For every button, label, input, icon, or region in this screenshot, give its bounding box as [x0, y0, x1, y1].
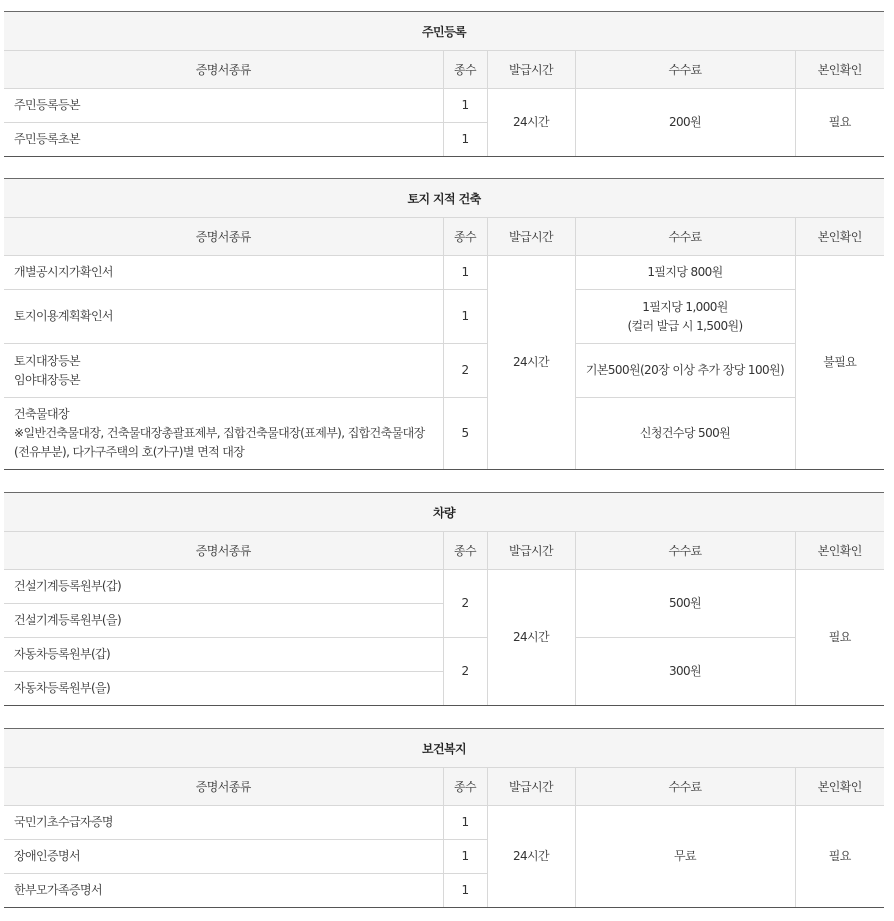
certificate-name: 장애인증명서 [4, 840, 443, 874]
certificate-name: 주민등록초본 [4, 123, 443, 157]
identity-check: 필요 [795, 806, 884, 908]
certificate-name: 건설기계등록원부(갑) [4, 570, 443, 604]
header-fee: 수수료 [575, 768, 795, 806]
fee: 무료 [575, 806, 795, 908]
certificate-count: 1 [443, 874, 487, 908]
fee: 500원 [575, 570, 795, 638]
health-welfare-table [4, 728, 884, 908]
certificate-name: 자동차등록원부(갑) [4, 638, 443, 672]
certificate-count: 1 [443, 256, 487, 290]
header-type: 증명서종류 [4, 768, 443, 806]
fee: 300원 [575, 638, 795, 706]
header-fee: 수수료 [575, 51, 795, 89]
header-identity: 본인확인 [795, 218, 884, 256]
certificate-name-line: 토지대장등본 [14, 353, 80, 368]
certificate-name [4, 398, 443, 470]
land-building-table [4, 178, 884, 470]
header-identity: 본인확인 [795, 532, 884, 570]
header-type: 증명서종류 [4, 532, 443, 570]
header-identity: 본인확인 [795, 51, 884, 89]
certificate-count: 2 [443, 570, 487, 638]
certificate-name: 자동차등록원부(을) [4, 672, 443, 706]
section-resident-registration [4, 11, 884, 157]
certificate-count: 1 [443, 290, 487, 344]
certificate-name: 개별공시지가확인서 [4, 256, 443, 290]
certificate-count: 1 [443, 89, 487, 123]
certificate-name: 주민등록등본 [4, 89, 443, 123]
fee: 1필지당 800원 [575, 256, 795, 290]
header-type: 증명서종류 [4, 218, 443, 256]
certificate-count: 2 [443, 344, 487, 398]
fee: 기본500원(20장 이상 추가 장당 100원) [575, 344, 795, 398]
header-count: 종수 [443, 532, 487, 570]
header-identity: 본인확인 [795, 768, 884, 806]
certificate-name: 토지이용계획확인서 [4, 290, 443, 344]
header-count: 종수 [443, 51, 487, 89]
certificate-count: 1 [443, 840, 487, 874]
certificate-name-line: 임야대장등본 [14, 372, 80, 387]
vehicle-table [4, 492, 884, 706]
header-time: 발급시간 [487, 768, 575, 806]
header-time: 발급시간 [487, 51, 575, 89]
identity-check: 필요 [795, 89, 884, 157]
fee: 신청건수당 500원 [575, 398, 795, 470]
issue-time: 24시간 [487, 570, 575, 706]
header-time: 발급시간 [487, 218, 575, 256]
issue-time: 24시간 [487, 256, 575, 470]
identity-check: 필요 [795, 570, 884, 706]
header-fee: 수수료 [575, 218, 795, 256]
section-land-building [4, 178, 884, 470]
issue-time: 24시간 [487, 89, 575, 157]
section-vehicle [4, 492, 884, 706]
certificate-name: 한부모가족증명서 [4, 874, 443, 908]
fee [575, 290, 795, 344]
section-title: 보건복지 [4, 729, 884, 768]
header-count: 종수 [443, 218, 487, 256]
fee-note: (컬러 발급 시 1,500원) [627, 318, 743, 333]
certificate-name: 국민기초수급자증명 [4, 806, 443, 840]
certificate-count: 1 [443, 123, 487, 157]
identity-check: 불필요 [795, 256, 884, 470]
header-type: 증명서종류 [4, 51, 443, 89]
certificate-count: 5 [443, 398, 487, 470]
certificate-name [4, 344, 443, 398]
section-title: 차량 [4, 493, 884, 532]
section-health-welfare [4, 728, 884, 908]
section-title: 토지 지적 건축 [4, 179, 884, 218]
resident-registration-table [4, 11, 884, 157]
certificate-name: 건설기계등록원부(을) [4, 604, 443, 638]
certificate-count: 1 [443, 806, 487, 840]
header-count: 종수 [443, 768, 487, 806]
header-fee: 수수료 [575, 532, 795, 570]
issue-time: 24시간 [487, 806, 575, 908]
section-title: 주민등록 [4, 12, 884, 51]
header-time: 발급시간 [487, 532, 575, 570]
certificate-count: 2 [443, 638, 487, 706]
certificate-name-line: 건축물대장 [14, 407, 69, 421]
fee-line: 1필지당 1,000원 [642, 299, 728, 314]
certificate-name-note: ※일반건축물대장, 건축물대장총괄표제부, 집합건축물대장(표제부), 집합건축물대장(전유부분), 다가구주택의 호(가구)별 면적 대장 [14, 426, 425, 459]
fee: 200원 [575, 89, 795, 157]
